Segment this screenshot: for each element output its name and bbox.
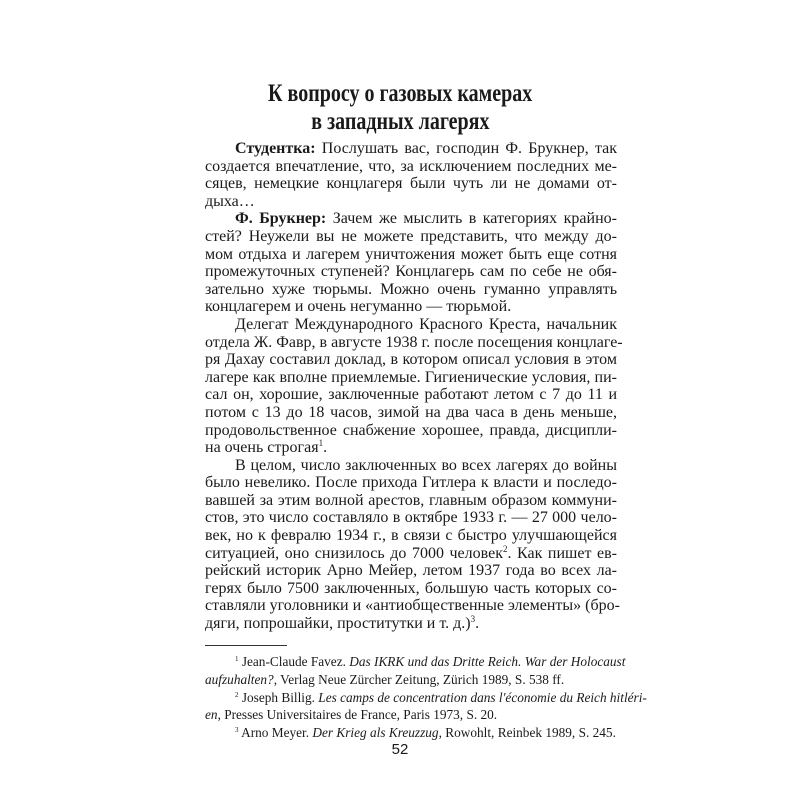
body-text — [205, 140, 623, 633]
paragraph — [205, 210, 617, 316]
text-run: продовольственное снабжение хорошее, правда, дисципли- — [205, 421, 617, 439]
footnote — [205, 724, 617, 742]
text-line — [205, 439, 617, 457]
text-line — [205, 653, 626, 671]
footnote-ref: 2 — [502, 543, 508, 554]
text-line — [205, 263, 617, 281]
footnote-ref: 2 — [235, 690, 239, 699]
text-line — [205, 545, 617, 563]
text-line — [205, 228, 617, 246]
chapter-title — [0, 80, 800, 136]
text-line — [205, 210, 617, 228]
text-run: потом с 13 до 18 часов, зимой на два часа в день меньше, — [205, 403, 617, 421]
text-run: Les camps de concentration dans l'économie du Reich hitléri- — [318, 689, 647, 705]
text-run: Делегат Международного Красного Креста, начальник — [235, 315, 617, 333]
text-run: сяцев, немецкие концлагеря были чуть ли не домами от- — [205, 175, 617, 193]
text-line — [205, 689, 647, 707]
text-run: . Как пишет ев- — [507, 544, 618, 562]
speaker-label: Студентка: — [235, 140, 316, 157]
text-line — [205, 351, 617, 369]
text-run: Arno Meyer. — [238, 725, 313, 741]
paragraph — [205, 315, 623, 457]
text-run: стов, это число составляло в октябре 1933 г. — 27 000 чело- — [205, 509, 617, 527]
text-run: вавшей за этим волной арестов, главным образом коммуни- — [205, 491, 617, 509]
text-run: рейский историк Арно Мейер, летом 1937 года во всех ла- — [205, 562, 617, 580]
text-run: Das IKRK und das Dritte Reich. War der Holocaust — [349, 654, 626, 669]
text-line — [205, 724, 617, 742]
text-line — [205, 386, 617, 404]
text-line — [205, 527, 617, 545]
footnote-ref: 3 — [235, 726, 239, 735]
text-line — [205, 457, 617, 475]
text-run: В целом, число заключенных во всех лагерях до войны — [235, 456, 617, 474]
speaker-label: Ф. Брукнер: — [235, 210, 327, 228]
text-line — [205, 140, 617, 158]
chapter-title-line: в западных лагерях — [310, 108, 490, 135]
text-line — [205, 369, 617, 387]
text-run: на очень строгая — [205, 439, 319, 457]
text-run: век, но к февралю 1934 г., в связи с быстро улучшающейся — [205, 527, 617, 545]
text-run: зательно хуже тюрьмы. Можно очень гуманно управлять — [205, 280, 617, 298]
text-run: ря Дахау составил доклад, в котором описал условия в этом — [205, 351, 617, 369]
text-run: , Presses Universitaires de France, Paris 1973, S. 20. — [217, 707, 498, 723]
text-run: было невелико. После прихода Гитлера к власти и последо- — [205, 474, 617, 492]
paragraph — [205, 140, 617, 210]
text-run: ситуацией, оно снизилось до 7000 человек — [205, 544, 503, 562]
text-line — [205, 316, 617, 334]
text-run: концлагерем и очень негуманно — тюрьмой. — [205, 298, 512, 316]
text-run: дыха… — [205, 192, 255, 210]
text-run: Jean-Claude Favez. — [238, 654, 350, 669]
text-run: лагере как вполне приемлемые. Гигиенические условия, пи- — [205, 368, 617, 386]
footnote-ref: 1 — [318, 438, 324, 449]
text-line — [205, 562, 617, 580]
text-run: , Verlag Neue Zürcher Zeitung, Zürich 1989, S. 538 ff. — [273, 671, 565, 687]
text-run: ставляли уголовники и «антиобщественные элементы» (бро- — [205, 597, 620, 615]
text-run: Зачем же мыслить в категориях крайно- — [326, 210, 617, 228]
text-line — [205, 492, 617, 510]
footnotes — [205, 653, 647, 742]
text-line — [205, 246, 617, 264]
text-run: , Rowohlt, Reinbek 1989, S. 245. — [438, 725, 616, 741]
chapter-title-line: К вопросу о газовых камерах — [267, 80, 533, 107]
footnote-divider — [205, 645, 287, 646]
text-line — [205, 474, 617, 492]
text-run: Der Krieg als Kreuzzug — [312, 725, 439, 741]
page-number: 52 — [391, 741, 409, 758]
text-run: Joseph Billig. — [238, 689, 319, 705]
footnote-ref: 1 — [235, 655, 239, 663]
paragraph — [205, 456, 620, 633]
text-line — [205, 298, 617, 316]
text-line — [205, 404, 617, 422]
footnote — [205, 689, 647, 725]
text-line — [205, 422, 617, 440]
text-run: сал он, хорошие, заключенные работают летом с 7 до 11 и — [205, 386, 617, 404]
footnote — [205, 653, 626, 689]
text-line — [205, 193, 617, 211]
text-run: герях было 7500 заключенных, большую часть которых со- — [205, 579, 617, 597]
text-line — [205, 706, 617, 724]
text-line — [205, 580, 617, 598]
footnote-ref: 3 — [470, 614, 476, 625]
text-run: . — [323, 439, 328, 457]
text-run: Послушать вас, господин Ф. Брукнер, так — [315, 140, 617, 157]
text-run: aufzuhalten? — [205, 671, 274, 687]
text-line — [205, 671, 617, 689]
text-run: en — [205, 707, 218, 723]
text-line — [205, 175, 617, 193]
text-line — [205, 615, 617, 633]
text-run: отдела Ж. Фавр, в августе 1938 г. после посещения концлаге- — [205, 333, 623, 351]
text-line — [205, 281, 617, 299]
text-run: дяги, попрошайки, проститутки и т. д.) — [205, 615, 471, 633]
text-line — [205, 333, 623, 352]
text-line — [205, 509, 617, 527]
text-run: мом отдыха и лагерем уничтожения может быть еще сотня — [205, 245, 617, 263]
text-run: . — [475, 615, 480, 633]
text-run: создается впечатление, что, за исключением последних ме- — [205, 157, 617, 175]
text-line — [205, 158, 617, 176]
text-run: промежуточных ступеней? Концлагерь сам по себе не обя- — [205, 263, 617, 281]
text-line — [205, 597, 620, 615]
text-run: стей? Неужели вы не можете представить, что между до- — [205, 227, 617, 245]
